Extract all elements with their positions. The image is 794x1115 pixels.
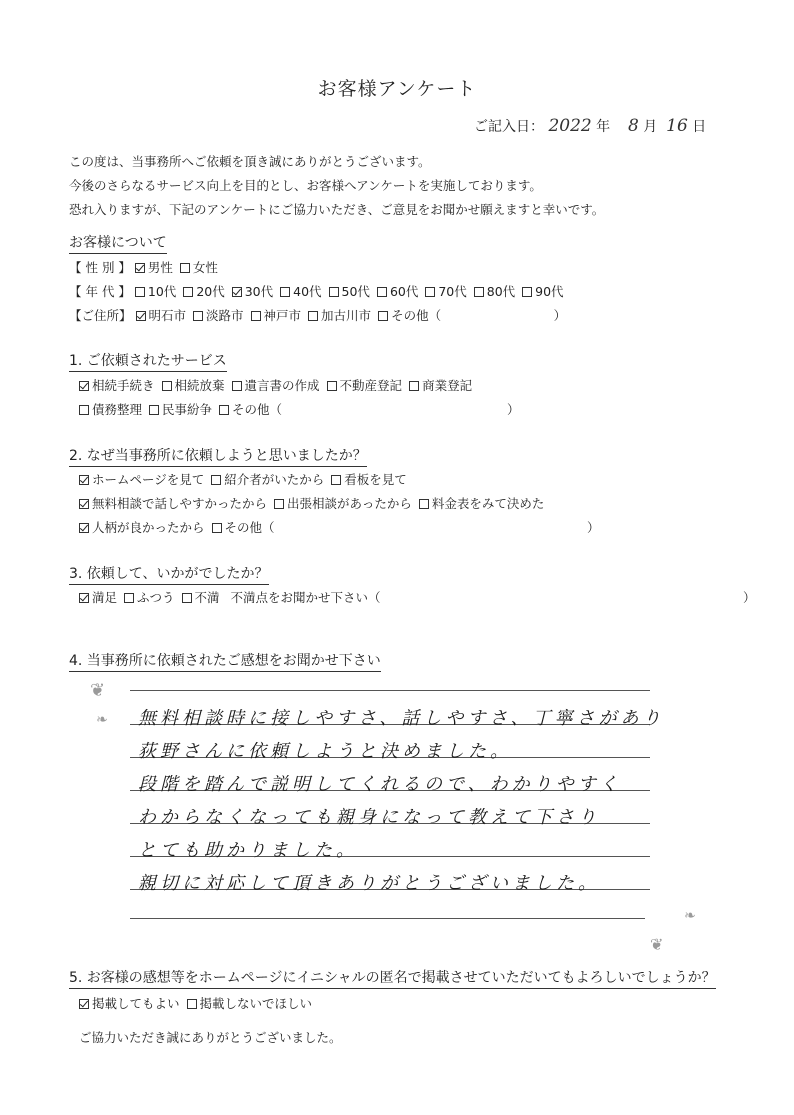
checkbox-option — [425, 282, 466, 300]
checked-box-icon — [232, 287, 242, 297]
q5-row — [79, 994, 319, 1012]
unchecked-box-icon — [232, 381, 242, 391]
option-label: その他（ ） — [391, 308, 567, 323]
option-label: 淡路市 — [206, 308, 244, 323]
checked-box-icon — [79, 523, 89, 533]
checked-box-icon — [79, 593, 89, 603]
intro-line-3: 恐れ入りますが、下記のアンケートにご協力いただき、ご意見をお聞かせ願えますと幸いです。 — [69, 202, 605, 217]
section-heading-about: お客様について — [69, 232, 167, 254]
date-day-unit: 日 — [692, 119, 707, 135]
checked-box-icon — [79, 381, 89, 391]
option-label: 神戸市 — [263, 308, 302, 323]
checkbox-option — [183, 282, 224, 300]
unchecked-box-icon — [180, 263, 190, 273]
checkbox-option — [182, 588, 220, 606]
option-label: 看板を見て — [344, 472, 407, 487]
answer-rule — [130, 690, 650, 691]
section-heading-q4: 4. 当事務所に依頼されたご感想をお聞かせ下さい — [69, 650, 381, 672]
checked-box-icon — [136, 311, 146, 321]
checked-box-icon — [135, 263, 145, 273]
q1-row-2 — [79, 400, 527, 418]
checkbox-option — [124, 588, 175, 606]
checkbox-option — [280, 282, 321, 300]
unchecked-box-icon — [409, 381, 419, 391]
option-label: 相続手続き — [92, 378, 155, 393]
option-label: 90代 — [535, 284, 564, 299]
checkbox-option — [79, 588, 117, 606]
checkbox-option — [136, 306, 187, 324]
floral-ornament-icon: ❦ — [650, 935, 664, 954]
section-heading-q5: 5. お客様の感想等をホームページにイニシャルの匿名で掲載させていただいてもよろしいでしょうか？ — [69, 967, 716, 989]
closing-message: ご協力いただき誠にありがとうございました。 — [79, 1030, 342, 1045]
floral-ornament-icon: ❦ — [90, 680, 106, 701]
unchecked-box-icon — [135, 287, 145, 297]
option-label: その他（ ） — [224, 520, 600, 535]
unchecked-box-icon — [219, 405, 229, 415]
date-year: 2022 — [548, 116, 592, 136]
checkbox-option — [378, 306, 566, 324]
checkbox-option — [79, 400, 142, 418]
checkbox-option — [135, 258, 173, 276]
option-label: 30代 — [244, 284, 274, 299]
checkbox-option — [327, 376, 403, 394]
q2-row-2 — [79, 494, 551, 512]
unchecked-box-icon — [378, 311, 388, 321]
option-label: 満足 — [92, 590, 118, 605]
checked-box-icon — [79, 999, 89, 1009]
option-label: 20代 — [196, 284, 225, 299]
checkbox-option — [329, 282, 370, 300]
comment-line-3: 段階を踏んで説明してくれるので、わかりやすく — [138, 774, 622, 795]
checkbox-option — [474, 282, 515, 300]
leaf-ornament-icon: ❧ — [684, 908, 696, 924]
comment-line-2: 荻野さんに依頼しようと決めました。 — [138, 741, 512, 762]
option-label: 民事紛争 — [162, 402, 213, 417]
checkbox-option — [149, 400, 212, 418]
checked-box-icon — [79, 475, 89, 485]
option-label: ホームページを見て — [92, 472, 205, 487]
leaf-ornament-icon: ❧ — [96, 712, 108, 728]
checkbox-option — [212, 518, 600, 536]
q2-row-1 — [79, 470, 414, 488]
unchecked-box-icon — [327, 381, 337, 391]
date-day: 16 — [666, 116, 688, 136]
checkbox-option — [79, 994, 180, 1012]
checkbox-option — [232, 282, 273, 300]
option-label: 料金表をみて決めた — [431, 496, 545, 511]
unchecked-box-icon — [425, 287, 435, 297]
date-label: ご記入日： — [474, 119, 544, 135]
page-title: お客様アンケート — [317, 78, 477, 100]
checkbox-option — [232, 376, 320, 394]
option-label: 60代 — [389, 284, 419, 299]
unchecked-box-icon — [183, 287, 193, 297]
date-year-unit: 年 — [596, 119, 611, 135]
q3-extra: 不満点をお聞かせ下さい（ ） — [230, 590, 756, 605]
section-heading-q1: 1. ご依頼されたサービス — [69, 350, 227, 372]
unchecked-box-icon — [193, 311, 203, 321]
intro-line-2: 今後のさらなるサービス向上を目的とし、お客様へアンケートを実施しております。 — [69, 178, 542, 193]
gender-options — [135, 260, 225, 275]
checkbox-option — [251, 306, 302, 324]
option-label: 10代 — [147, 284, 177, 299]
checkbox-option — [180, 258, 218, 276]
comment-line-6: 親切に対応して頂きありがとうございました。 — [138, 873, 600, 894]
checkbox-option — [193, 306, 244, 324]
option-label: 不満 — [194, 590, 220, 605]
unchecked-box-icon — [274, 499, 284, 509]
unchecked-box-icon — [149, 405, 159, 415]
unchecked-box-icon — [419, 499, 429, 509]
option-label: 不動産登記 — [339, 378, 403, 393]
option-label: 相続放棄 — [174, 378, 225, 393]
checkbox-option — [162, 376, 225, 394]
answer-rule — [130, 918, 645, 919]
unchecked-box-icon — [522, 287, 532, 297]
unchecked-box-icon — [280, 287, 290, 297]
checkbox-option — [79, 376, 155, 394]
address-row — [69, 306, 573, 324]
checkbox-option — [219, 400, 520, 418]
q2-row-3 — [79, 518, 607, 536]
option-label: 掲載しないでほしい — [199, 996, 313, 1011]
checkbox-option — [419, 494, 545, 512]
q3-row — [79, 588, 756, 606]
unchecked-box-icon — [124, 593, 134, 603]
option-label: 人柄が良かったから — [92, 520, 205, 535]
gender-row — [69, 258, 225, 276]
comment-line-5: とても助かりました。 — [138, 840, 358, 861]
date-month-unit: 月 — [643, 119, 658, 135]
option-label: 加古川市 — [321, 308, 372, 323]
date-month: 8 — [627, 116, 639, 136]
option-label: 紹介者がいたから — [224, 472, 325, 487]
option-label: 債務整理 — [92, 402, 143, 417]
unchecked-box-icon — [329, 287, 339, 297]
unchecked-box-icon — [251, 311, 261, 321]
age-label: 【 年 代 】 — [69, 284, 131, 299]
checkbox-option — [187, 994, 313, 1012]
unchecked-box-icon — [308, 311, 318, 321]
option-label: 出張相談があったから — [287, 496, 412, 511]
checkbox-option — [522, 282, 563, 300]
option-label: 40代 — [293, 284, 322, 299]
q3-options — [79, 590, 227, 605]
option-label: 遺言書の作成 — [244, 378, 320, 393]
unchecked-box-icon — [79, 405, 89, 415]
unchecked-box-icon — [162, 381, 172, 391]
option-label: 明石市 — [148, 308, 187, 323]
checkbox-option — [308, 306, 371, 324]
option-label: 70代 — [438, 284, 467, 299]
checkbox-option — [377, 282, 418, 300]
option-label: 80代 — [486, 284, 516, 299]
option-label: ふつう — [137, 590, 175, 605]
checkbox-option — [274, 494, 412, 512]
checked-box-icon — [79, 499, 89, 509]
checkbox-option — [211, 470, 324, 488]
intro-line-1: この度は、当事務所へご依頼を頂き誠にありがとうございます。 — [69, 154, 431, 169]
unchecked-box-icon — [212, 523, 222, 533]
section-heading-q2: 2. なぜ当事務所に依頼しようと思いましたか？ — [69, 445, 367, 467]
date-field — [474, 116, 706, 136]
option-label: 50代 — [341, 284, 370, 299]
address-options — [136, 308, 574, 323]
checkbox-option — [331, 470, 407, 488]
section-heading-q3: 3. 依頼して、いかがでしたか？ — [69, 563, 269, 585]
unchecked-box-icon — [182, 593, 192, 603]
unchecked-box-icon — [211, 475, 221, 485]
option-label: 掲載してもよい — [92, 996, 180, 1011]
age-row — [69, 282, 571, 300]
option-label: 無料相談で話しやすかったから — [92, 496, 268, 511]
option-label: その他（ ） — [232, 402, 520, 417]
option-label: 商業登記 — [422, 378, 473, 393]
checkbox-option — [79, 494, 267, 512]
unchecked-box-icon — [474, 287, 484, 297]
address-label: 【ご住所】 — [69, 308, 132, 323]
unchecked-box-icon — [331, 475, 341, 485]
option-label: 女性 — [192, 260, 218, 275]
checkbox-option — [409, 376, 472, 394]
unchecked-box-icon — [187, 999, 197, 1009]
comment-line-4: わからなくなっても親身になって教えて下さり — [138, 807, 600, 828]
comment-line-1: 無料相談時に接しやすさ、話しやすさ、丁寧さがあり — [138, 708, 665, 729]
unchecked-box-icon — [377, 287, 387, 297]
checkbox-option — [135, 282, 176, 300]
gender-label: 【 性 別 】 — [69, 260, 131, 275]
age-options — [135, 284, 571, 299]
checkbox-option — [79, 518, 205, 536]
checkbox-option — [79, 470, 204, 488]
q1-row-1 — [79, 376, 479, 394]
option-label: 男性 — [147, 260, 173, 275]
